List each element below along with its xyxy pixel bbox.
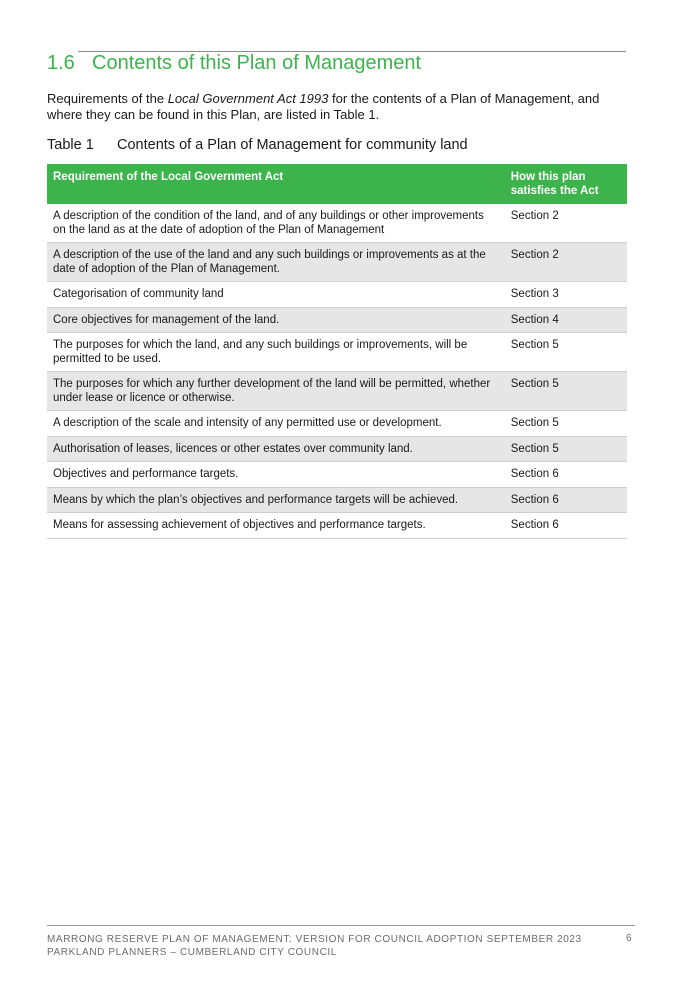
requirement-cell: Categorisation of community land xyxy=(47,282,505,308)
page-number: 6 xyxy=(626,933,632,944)
requirement-cell: The purposes for which the land, and any such buildings or improvements, will be permitted to be used. xyxy=(47,333,505,372)
section-cell: Section 6 xyxy=(505,513,627,539)
footer-line-2: PARKLAND PLANNERS – CUMBERLAND CITY COUNCIL xyxy=(47,947,337,958)
intro-after: for the contents of a Plan of Management, and where they can be found in this Plan, are listed in Table 1. xyxy=(47,91,600,122)
requirement-cell: Means by which the plan’s objectives and performance targets will be achieved. xyxy=(47,487,505,513)
section-cell: Section 6 xyxy=(505,462,627,488)
table-row xyxy=(47,411,627,437)
section-cell: Section 4 xyxy=(505,307,627,333)
intro-before: Requirements of the xyxy=(47,91,168,106)
section-cell: Section 2 xyxy=(505,204,627,243)
table-row xyxy=(47,333,627,372)
requirement-cell: Objectives and performance targets. xyxy=(47,462,505,488)
requirement-cell: A description of the use of the land and any such buildings or improvements as at the date of adoption of the Plan of Management. xyxy=(47,243,505,282)
table-row xyxy=(47,282,627,308)
table-row xyxy=(47,204,627,243)
requirement-cell: A description of the condition of the land, and of any buildings or other improvements on the land as at the date of adoption of the Plan of Management xyxy=(47,204,505,243)
requirement-cell: The purposes for which any further development of the land will be permitted, whether under lease or licence or otherwise. xyxy=(47,372,505,411)
table-row xyxy=(47,487,627,513)
section-number: 1.6 xyxy=(47,52,75,74)
section-cell: Section 2 xyxy=(505,243,627,282)
table-caption xyxy=(47,137,468,153)
table-row xyxy=(47,513,627,539)
table-caption-number: Table 1 xyxy=(47,137,94,153)
section-heading xyxy=(47,52,421,75)
footer-rule xyxy=(47,925,635,926)
section-cell: Section 5 xyxy=(505,411,627,437)
table-header-row xyxy=(47,164,627,204)
section-cell: Section 6 xyxy=(505,487,627,513)
section-cell: Section 5 xyxy=(505,333,627,372)
requirement-cell: A description of the scale and intensity of any permitted use or development. xyxy=(47,411,505,437)
page-footer xyxy=(47,933,582,959)
requirement-cell: Means for assessing achievement of objectives and performance targets. xyxy=(47,513,505,539)
footer-line-1: MARRONG RESERVE PLAN OF MANAGEMENT: VERSION FOR COUNCIL ADOPTION SEPTEMBER 2023 xyxy=(47,934,582,945)
section-cell: Section 5 xyxy=(505,372,627,411)
header-requirement: Requirement of the Local Government Act xyxy=(47,164,505,204)
intro-paragraph xyxy=(47,91,637,122)
table-row xyxy=(47,243,627,282)
table-row xyxy=(47,372,627,411)
requirements-table xyxy=(47,164,627,539)
requirement-cell: Core objectives for management of the land. xyxy=(47,307,505,333)
section-cell: Section 5 xyxy=(505,436,627,462)
header-how-satisfied: How this plan satisfies the Act xyxy=(505,164,627,204)
table-caption-title: Contents of a Plan of Management for community land xyxy=(117,137,468,153)
table-row xyxy=(47,462,627,488)
intro-act-name: Local Government Act 1993 xyxy=(167,91,329,106)
table-row xyxy=(47,307,627,333)
section-cell: Section 3 xyxy=(505,282,627,308)
requirement-cell: Authorisation of leases, licences or other estates over community land. xyxy=(47,436,505,462)
section-title: Contents of this Plan of Management xyxy=(92,52,422,74)
table-row xyxy=(47,436,627,462)
